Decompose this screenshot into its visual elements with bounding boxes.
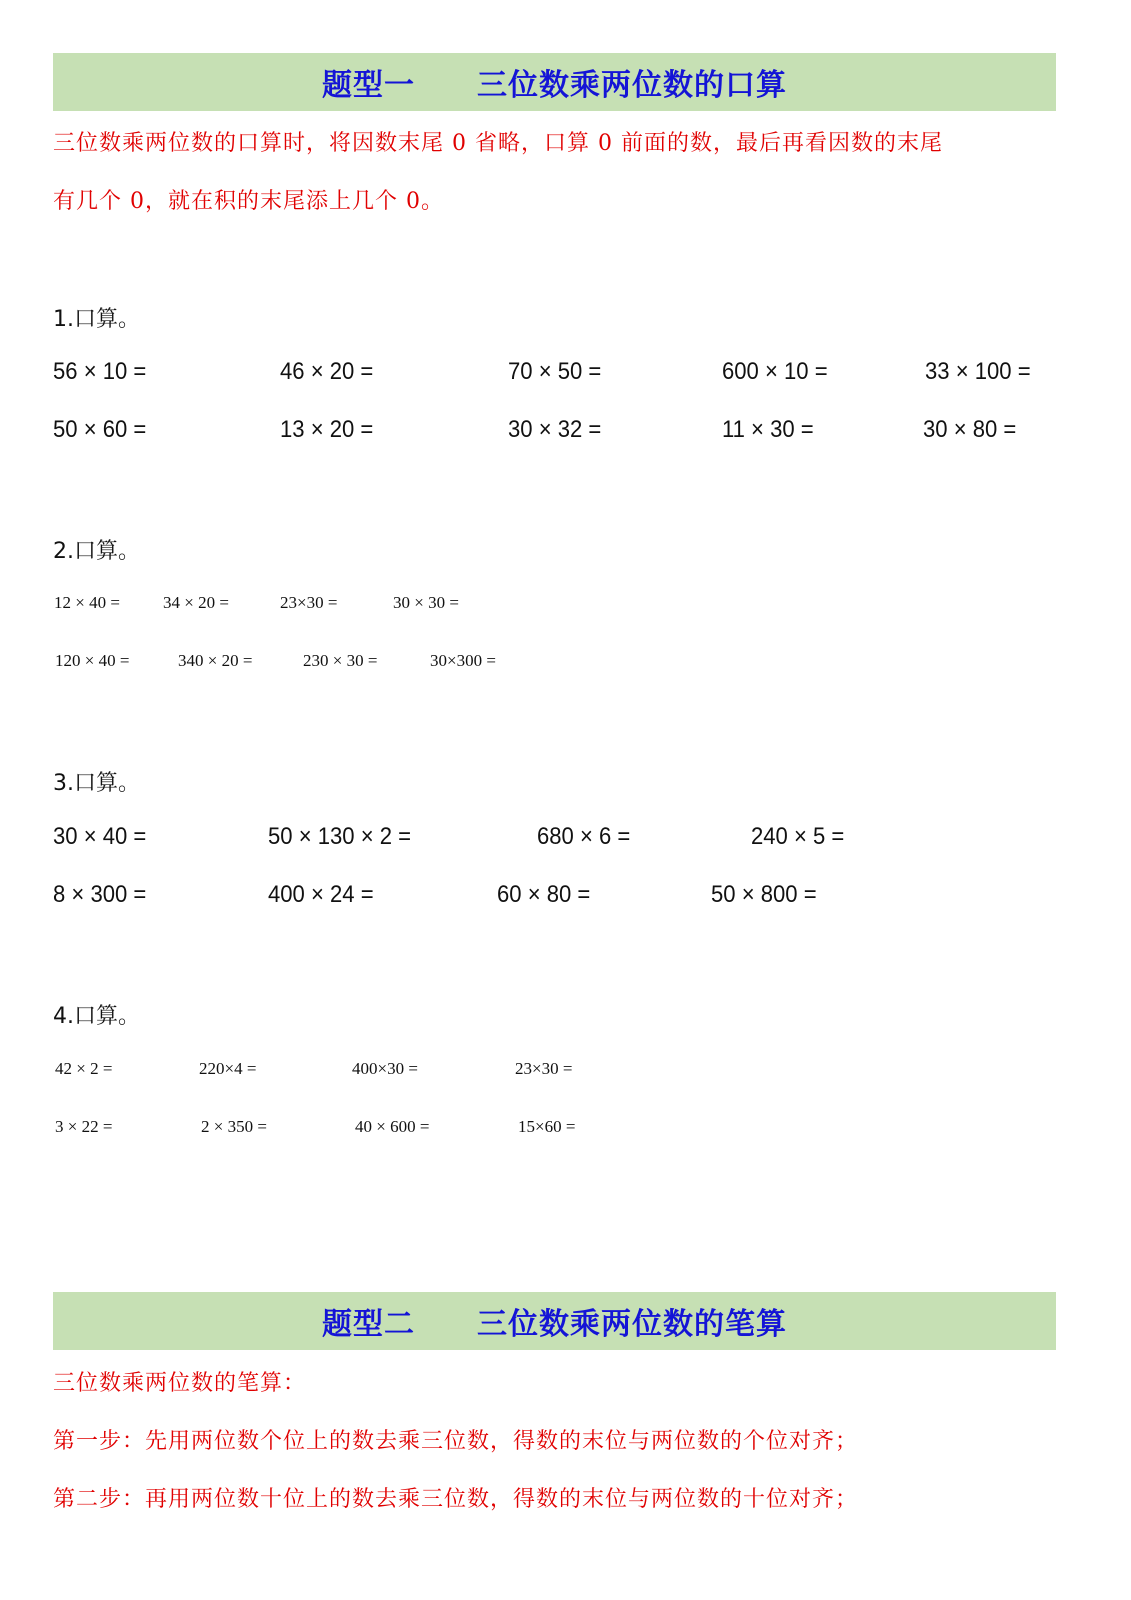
problem: 13 × 20 =: [280, 416, 374, 443]
problem: 70 × 50 =: [508, 358, 602, 385]
problem: 23×30 =: [280, 593, 338, 612]
question-3-heading: 3.口算。: [53, 771, 140, 796]
problem: 220×4 =: [199, 1059, 257, 1078]
problem: 34 × 20 =: [163, 593, 229, 612]
problem: 400 × 24 =: [268, 881, 374, 908]
problem: 11 × 30 =: [722, 416, 814, 443]
problem: 30 × 80 =: [923, 416, 1017, 443]
question-4-row-1: [0, 1059, 1131, 1089]
problem: 46 × 20 =: [280, 358, 374, 385]
problem: 42 × 2 =: [55, 1059, 113, 1078]
section-1-rule-line-1: 三位数乘两位数的口算时，将因数末尾 0 省略，口算 0 前面的数，最后再看因数的末尾: [53, 131, 943, 156]
problem: 50 × 130 × 2 =: [268, 823, 412, 850]
problem: 3 × 22 =: [55, 1117, 113, 1136]
problem: 340 × 20 =: [178, 651, 253, 670]
question-1-row-1: [0, 358, 1131, 388]
section-2-rule-intro: 三位数乘两位数的笔算：: [53, 1371, 307, 1396]
question-1-row-2: [0, 416, 1131, 446]
question-3-row-2: [0, 881, 1131, 911]
problem: 15×60 =: [518, 1117, 576, 1136]
problem: 30 × 32 =: [508, 416, 602, 443]
problem: 33 × 100 =: [925, 358, 1031, 385]
section-1-banner: [53, 53, 1056, 111]
section-2-step-2: 第二步：再用两位数十位上的数去乘三位数，得数的末位与两位数的十位对齐；: [53, 1487, 859, 1512]
section-2-banner: [53, 1292, 1056, 1350]
problem: 12 × 40 =: [54, 593, 120, 612]
problem: 50 × 800 =: [711, 881, 817, 908]
problem: 30 × 40 =: [53, 823, 147, 850]
problem: 23×30 =: [515, 1059, 573, 1078]
question-4-row-2: [0, 1117, 1131, 1147]
problem: 240 × 5 =: [751, 823, 845, 850]
question-2-heading: 2.口算。: [53, 539, 140, 564]
section-1-rule-line-2: 有几个 0，就在积的末尾添上几个 0。: [53, 189, 444, 214]
problem: 60 × 80 =: [497, 881, 591, 908]
problem: 40 × 600 =: [355, 1117, 430, 1136]
question-2-row-2: [0, 651, 1131, 681]
section-1-title: 题型一 三位数乘两位数的口算: [322, 68, 787, 103]
section-2-title: 题型二 三位数乘两位数的笔算: [322, 1307, 787, 1342]
problem: 120 × 40 =: [55, 651, 130, 670]
problem: 230 × 30 =: [303, 651, 378, 670]
problem: 400×30 =: [352, 1059, 418, 1078]
problem: 8 × 300 =: [53, 881, 147, 908]
problem: 600 × 10 =: [722, 358, 828, 385]
problem: 30 × 30 =: [393, 593, 459, 612]
question-2-row-1: [0, 593, 1131, 623]
problem: 56 × 10 =: [53, 358, 147, 385]
problem: 30×300 =: [430, 651, 496, 670]
problem: 680 × 6 =: [537, 823, 631, 850]
question-4-heading: 4.口算。: [53, 1004, 140, 1029]
problem: 2 × 350 =: [201, 1117, 267, 1136]
question-1-heading: 1.口算。: [53, 307, 140, 332]
question-3-row-1: [0, 823, 1131, 853]
problem: 50 × 60 =: [53, 416, 147, 443]
section-2-step-1: 第一步：先用两位数个位上的数去乘三位数，得数的末位与两位数的个位对齐；: [53, 1429, 859, 1454]
